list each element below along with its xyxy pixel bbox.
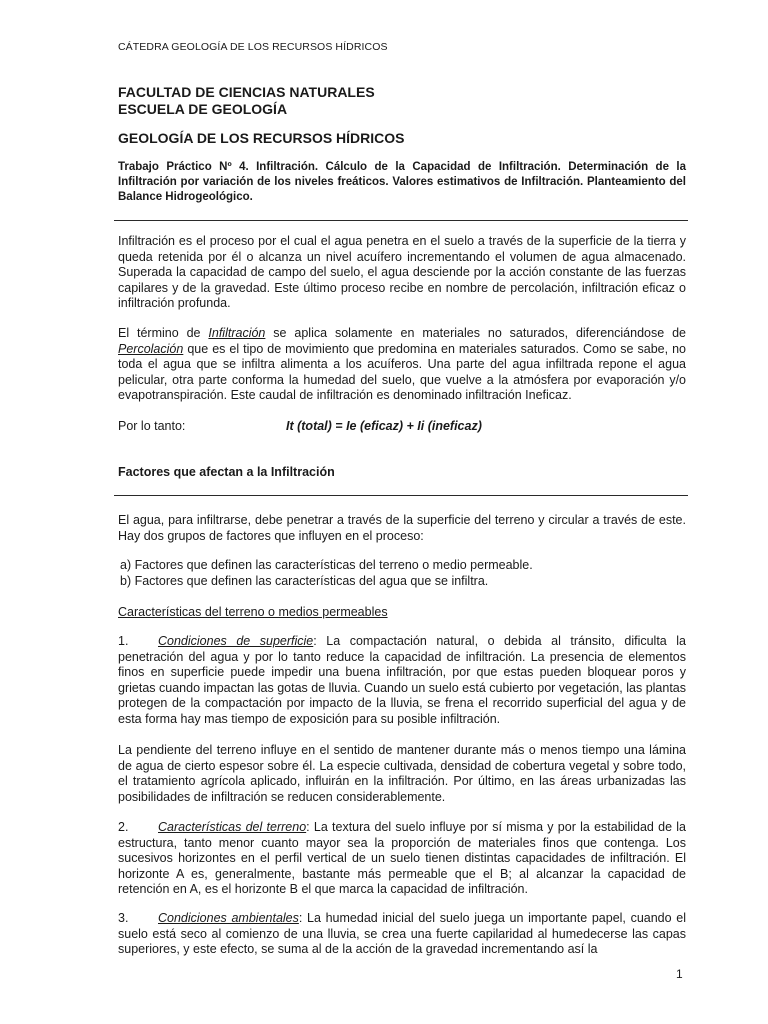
- intro-paragraph-2: [118, 326, 686, 404]
- chair-header: CÁTEDRA GEOLOGÍA DE LOS RECURSOS HÍDRICOS: [118, 41, 388, 53]
- course-title: GEOLOGÍA DE LOS RECURSOS HÍDRICOS: [118, 130, 405, 146]
- institution-block: [118, 84, 375, 118]
- faculty-name: FACULTAD DE CIENCIAS NATURALES: [118, 84, 375, 100]
- text-run: : La compactación natural, o debida al tránsito, dificulta la penetración del agua y por lo tanto reduce la capacidad de infiltración. La presencia de elementos finos en superficie puede impedir una buena infiltración, por que estas pueden bloquear poros y grietas cuando impactan las gotas de lluvia. Cuando un suelo está cubierto por vegetación, las plantas protegen de la compactación por impacto de la lluvia, se frena el recorrido superficial del agua y de esta forma hay mas tiempo de exposición para su posible infiltración.: [118, 634, 687, 726]
- text-run: El término de: [118, 326, 209, 340]
- item-number: 2.: [118, 820, 129, 834]
- term-environmental-conditions: Condiciones ambientales: [158, 911, 299, 925]
- text-run: que es el tipo de movimiento que predomina en materiales saturados. Como se sabe, no toda el agua que se infiltra alimenta a los acuíferos. Una parte del agua infiltrada repone el agua pelicular, otra parte conforma la humedad del suelo, que vuelve a la atmósfera por evaporación y/o evapotranspiración. Este caudal de infiltración es denominado infiltración Ineficaz.: [118, 341, 686, 402]
- divider: [114, 495, 688, 496]
- factors-intro: El agua, para infiltrarse, debe penetrar a través de la superficie del terreno y circular a través de este. Hay dos grupos de factores que influyen en el proceso:: [118, 513, 686, 543]
- condition-3: [118, 911, 686, 958]
- term-percolacion: Percolación: [118, 341, 184, 356]
- page-number: 1: [676, 967, 683, 981]
- condition-1: [118, 634, 686, 727]
- term-infiltracion: Infiltración: [208, 326, 266, 340]
- condition-2: [118, 820, 686, 898]
- subsection-title-terrain: Características del terreno o medios permeables: [118, 605, 388, 619]
- term-surface-conditions: Condiciones de superficie: [158, 634, 314, 648]
- factor-list: [120, 558, 688, 589]
- intro-paragraph-1: Infiltración es el proceso por el cual el agua penetra en el suelo a través de la superficie de la tierra y queda retenida por él o alcanza un nivel acuífero incrementando el volumen de agua almacenado. Superada la capacidad de campo del suelo, el agua desciende por la acción constante de las fuerzas capilares y de la gravedad. Este último proceso recibe en nombre de percolación, infiltración eficaz o infiltración profunda.: [118, 234, 686, 310]
- text-run: se aplica solamente en materiales no saturados, diferenciándose de: [265, 326, 686, 340]
- list-item: a) Factores que definen las características del terreno o medio permeable.: [120, 558, 533, 572]
- slope-paragraph: La pendiente del terreno influye en el sentido de mantener durante más o menos tiempo una lámina de agua de cierto espesor sobre él. La especie cultivada, densidad de cobertura vegetal y sobre todo, el tratamiento agrícola aplicado, influirán en la infiltración. Por último, en las áreas urbanizadas las posibilidades de infiltración se reducen considerablemente.: [118, 743, 686, 804]
- therefore-label: Por lo tanto:: [118, 419, 186, 433]
- text-run: : La humedad inicial del suelo juega un importante papel, cuando el suelo está seco al comienzo de una lluvia, se crea una fuerte capilaridad al humedecerse las capas superiores, y este efecto, se suma al de la acción de la gravedad incrementando así la: [118, 911, 686, 956]
- infiltration-formula: It (total) = Ie (eficaz) + Ii (ineficaz): [286, 419, 482, 433]
- text-run: : La textura del suelo influye por sí misma y por la estabilidad de la estructura, tanto menor cuanto mayor sea la proporción de materiales finos que contenga. Los sucesivos horizontes en el perfil vertical de un suelo tienen distintas capacidades de infiltración. El horizonte A es, generalmente, bastante más permeable que el B; al alcanzar la capacidad de retención en A, es el horizonte B el que marca la capacidad de infiltración.: [118, 820, 686, 896]
- divider: [114, 220, 688, 221]
- term-terrain-characteristics: Características del terreno: [158, 820, 307, 834]
- list-item: b) Factores que definen las características del agua que se infiltra.: [120, 573, 489, 588]
- school-name: ESCUELA DE GEOLOGÍA: [118, 101, 288, 117]
- item-number: 1.: [118, 634, 129, 648]
- section-title-factors: Factores que afectan a la Infiltración: [118, 465, 335, 479]
- assignment-title: Trabajo Práctico Nº 4. Infiltración. Cálculo de la Capacidad de Infiltración. Determinación de la Infiltración por variación de los niveles freáticos. Valores estimativos de Infiltración. Planteamiento del Balance Hidrogeológico.: [118, 161, 686, 203]
- item-number: 3.: [118, 911, 129, 925]
